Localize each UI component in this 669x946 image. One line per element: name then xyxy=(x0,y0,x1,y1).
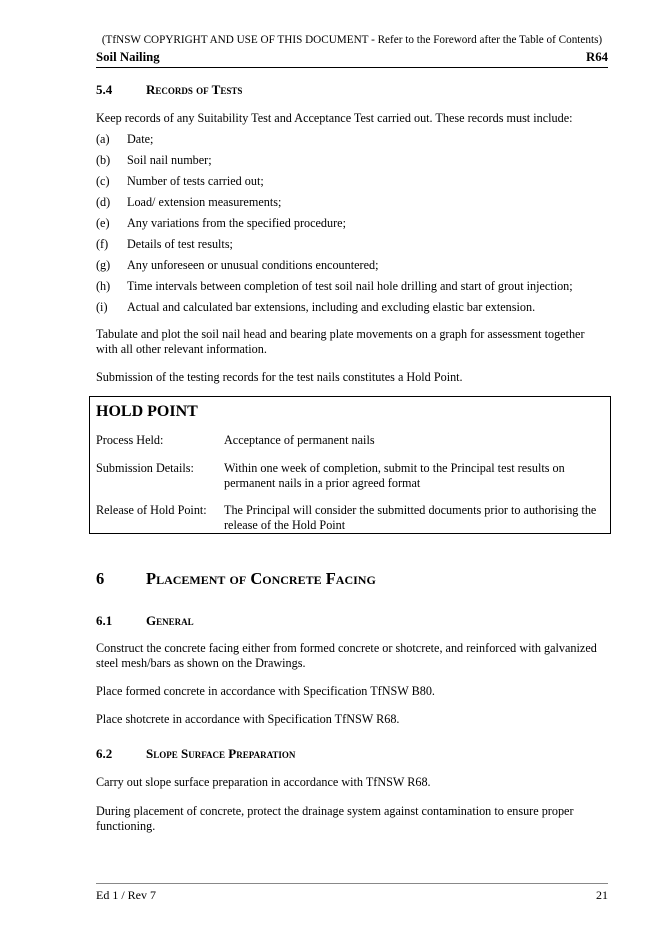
heading-6-2 xyxy=(96,746,608,761)
heading-number: 5.4 xyxy=(96,82,113,97)
heading-text: General xyxy=(146,613,194,628)
drainage-paragraph: During placement of concrete, protect the drainage system against contamination to ensure proper functioning. xyxy=(96,804,574,833)
list-text: Details of test results; xyxy=(127,237,233,251)
heading-number: 6 xyxy=(96,569,105,588)
list-marker: (g) xyxy=(96,258,111,272)
hold-row-value: Acceptance of permanent nails xyxy=(224,433,375,447)
list-marker: (i) xyxy=(96,300,108,314)
page-number: 21 xyxy=(596,888,608,902)
document-page xyxy=(96,0,608,946)
list-text: Actual and calculated bar extensions, including and excluding elastic bar extension. xyxy=(127,300,536,314)
list-marker: (a) xyxy=(96,132,110,146)
header-rule xyxy=(96,67,608,68)
list-marker: (c) xyxy=(96,174,110,188)
tabulate-paragraph: Tabulate and plot the soil nail head and bearing plate movements on a graph for assessment together with all other relevant information. xyxy=(96,327,585,356)
heading-text: Records of Tests xyxy=(146,82,243,97)
heading-text: Slope Surface Preparation xyxy=(146,746,296,761)
list-marker: (e) xyxy=(96,216,110,230)
list-text: Load/ extension measurements; xyxy=(127,195,282,209)
heading-5-4 xyxy=(96,82,608,97)
hold-row-value: The Principal will consider the submitted documents prior to authorising the release of the Hold Point xyxy=(224,503,597,532)
facing-paragraph: Construct the concrete facing either from formed concrete or shotcrete, and reinforced with galvanized steel mesh/bars as shown on the Drawings. xyxy=(96,641,597,670)
list-text: Soil nail number; xyxy=(127,153,212,167)
heading-number: 6.2 xyxy=(96,746,113,761)
copyright-notice: (TfNSW COPYRIGHT AND USE OF THIS DOCUMENT - Refer to the Foreword after the Table of Contents) xyxy=(101,34,603,46)
records-intro: Keep records of any Suitability Test and Acceptance Test carried out. These records must include: xyxy=(96,111,573,125)
list-marker: (d) xyxy=(96,195,111,209)
heading-6 xyxy=(96,571,608,586)
hold-point-box xyxy=(89,396,611,534)
footer-rule xyxy=(96,883,608,884)
list-marker: (h) xyxy=(96,279,111,293)
hold-point-title: HOLD POINT xyxy=(96,403,198,420)
list-text: Any variations from the specified procedure; xyxy=(127,216,346,230)
list-marker: (b) xyxy=(96,153,111,167)
page-footer xyxy=(96,888,608,903)
shotcrete-paragraph: Place shotcrete in accordance with Specification TfNSW R68. xyxy=(96,712,400,726)
list-marker: (f) xyxy=(96,237,109,251)
hold-row-value: Within one week of completion, submit to the Principal test results on permanent nails in a prior agreed format xyxy=(224,461,565,490)
hold-row-label: Submission Details: xyxy=(96,461,194,475)
submission-paragraph: Submission of the testing records for the test nails constitutes a Hold Point. xyxy=(96,370,463,384)
list-text: Time intervals between completion of test soil nail hole drilling and start of grout injection; xyxy=(127,279,573,293)
document-title: Soil Nailing xyxy=(96,50,160,64)
hold-row-label: Release of Hold Point: xyxy=(96,503,207,517)
heading-text: Placement of Concrete Facing xyxy=(146,569,376,588)
hold-row-label: Process Held: xyxy=(96,433,164,447)
heading-6-1 xyxy=(96,613,608,628)
running-header xyxy=(96,50,608,65)
edition-label: Ed 1 / Rev 7 xyxy=(96,888,156,902)
list-text: Number of tests carried out; xyxy=(127,174,264,188)
heading-number: 6.1 xyxy=(96,613,113,628)
list-text: Any unforeseen or unusual conditions encountered; xyxy=(127,258,379,272)
list-text: Date; xyxy=(127,132,154,146)
document-code: R64 xyxy=(585,50,608,64)
surface-prep-paragraph: Carry out slope surface preparation in accordance with TfNSW R68. xyxy=(96,775,431,789)
formed-concrete-paragraph: Place formed concrete in accordance with Specification TfNSW B80. xyxy=(96,684,435,698)
